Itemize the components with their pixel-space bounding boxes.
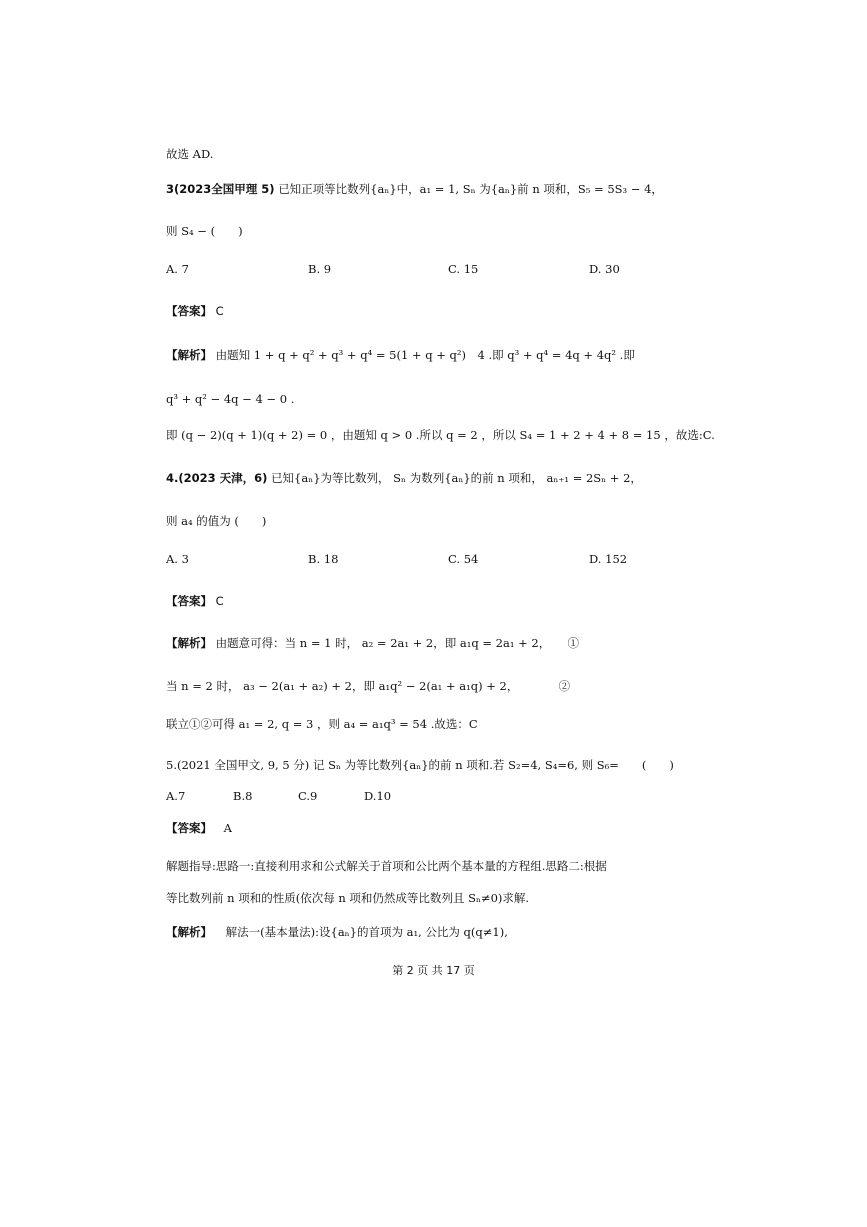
- answer-label: 【答案】: [166, 821, 212, 835]
- option-b: B. 18: [308, 552, 339, 566]
- option-c: C. 15: [448, 262, 479, 276]
- guide-line: 等比数列前 n 项和的性质(依次每 n 项和仍然成等比数列且 Sₙ≠0)求解.: [166, 891, 530, 905]
- option-a: A.7: [166, 789, 186, 803]
- option-d: D. 152: [589, 552, 628, 566]
- answer-label: 【答案】: [166, 304, 212, 318]
- explanation-label: 【解析】: [166, 636, 212, 650]
- answer-label: 【答案】: [166, 594, 212, 608]
- explanation-line: 【解析】 由题意可得：当 n = 1 时， a₂ = 2a₁ + 2，即 a₁q = 2a₁ + 2， ①: [166, 636, 579, 650]
- answer-value: C: [215, 304, 224, 318]
- option-a: A. 7: [166, 262, 189, 276]
- answer-value: A: [223, 821, 232, 835]
- explanation-label: 【解析】: [166, 925, 212, 939]
- explanation-line: 即 (q − 2)(q + 1)(q + 2) = 0 ，由题知 q > 0 .所以 q = 2 ，所以 S₄ = 1 + 2 + 4 + 8 = 15 ，故选:C.: [166, 428, 715, 442]
- answer-line: [166, 820, 232, 836]
- question-3-stem: [166, 181, 663, 197]
- question-3-ask: 则 S₄ − ( ): [166, 224, 243, 238]
- question-4-stem: [166, 470, 642, 486]
- option-d: D. 30: [589, 262, 620, 276]
- question-text: 已知正项等比数列{aₙ}中，a₁ = 1, Sₙ 为{aₙ}前 n 项和，S₅ = 5S₃ − 4，: [278, 182, 663, 196]
- option-c: C. 54: [448, 552, 479, 566]
- question-text: 已知{aₙ}为等比数列， Sₙ 为数列{aₙ}的前 n 项和， aₙ₊₁ = 2Sₙ + 2，: [271, 471, 642, 485]
- guide-line: 解题指导:思路一:直接利用求和公式解关于首项和公比两个基本量的方程组.思路二:根据: [166, 859, 607, 873]
- answer-value: C: [215, 594, 224, 608]
- page-number: 第 2 页 共 17 页: [392, 964, 475, 977]
- explanation-label: 【解析】: [166, 348, 212, 362]
- option-d: D.10: [364, 789, 392, 803]
- explanation-line: q³ + q² − 4q − 4 − 0 .: [166, 392, 295, 406]
- answer-line: [166, 593, 224, 609]
- answer-line: [166, 303, 224, 319]
- question-5-stem: 5.(2021 全国甲文, 9, 5 分) 记 Sₙ 为等比数列{aₙ}的前 n 项和.若 S₂=4, S₄=6, 则 S₆= ( ): [166, 758, 674, 772]
- option-b: B. 9: [308, 262, 332, 276]
- question-4-ask: 则 a₄ 的值为 ( ): [166, 514, 267, 528]
- question-source: 3(2023全国甲理 5): [166, 182, 275, 196]
- explanation-line: 联立①②可得 a₁ = 2, q = 3 ，则 a₄ = a₁q³ = 54 .故选：C: [166, 717, 478, 731]
- option-a: A. 3: [166, 552, 189, 566]
- option-c: C.9: [298, 789, 318, 803]
- explanation-line: 【解析】 由题知 1 + q + q² + q³ + q⁴ = 5(1 + q + q²) 4 .即 q³ + q⁴ = 4q + 4q² .即: [166, 348, 635, 362]
- question-source: 4.(2023 天津，6): [166, 471, 268, 485]
- text-line: 故选 AD.: [166, 147, 214, 161]
- explanation-line: 【解析】 解法一(基本量法):设{aₙ}的首项为 a₁, 公比为 q(q≠1),: [166, 925, 508, 939]
- option-b: B.8: [233, 789, 253, 803]
- explanation-line: 当 n = 2 时， a₃ − 2(a₁ + a₂) + 2，即 a₁q² − 2(a₁ + a₁q) + 2， ②: [166, 679, 571, 693]
